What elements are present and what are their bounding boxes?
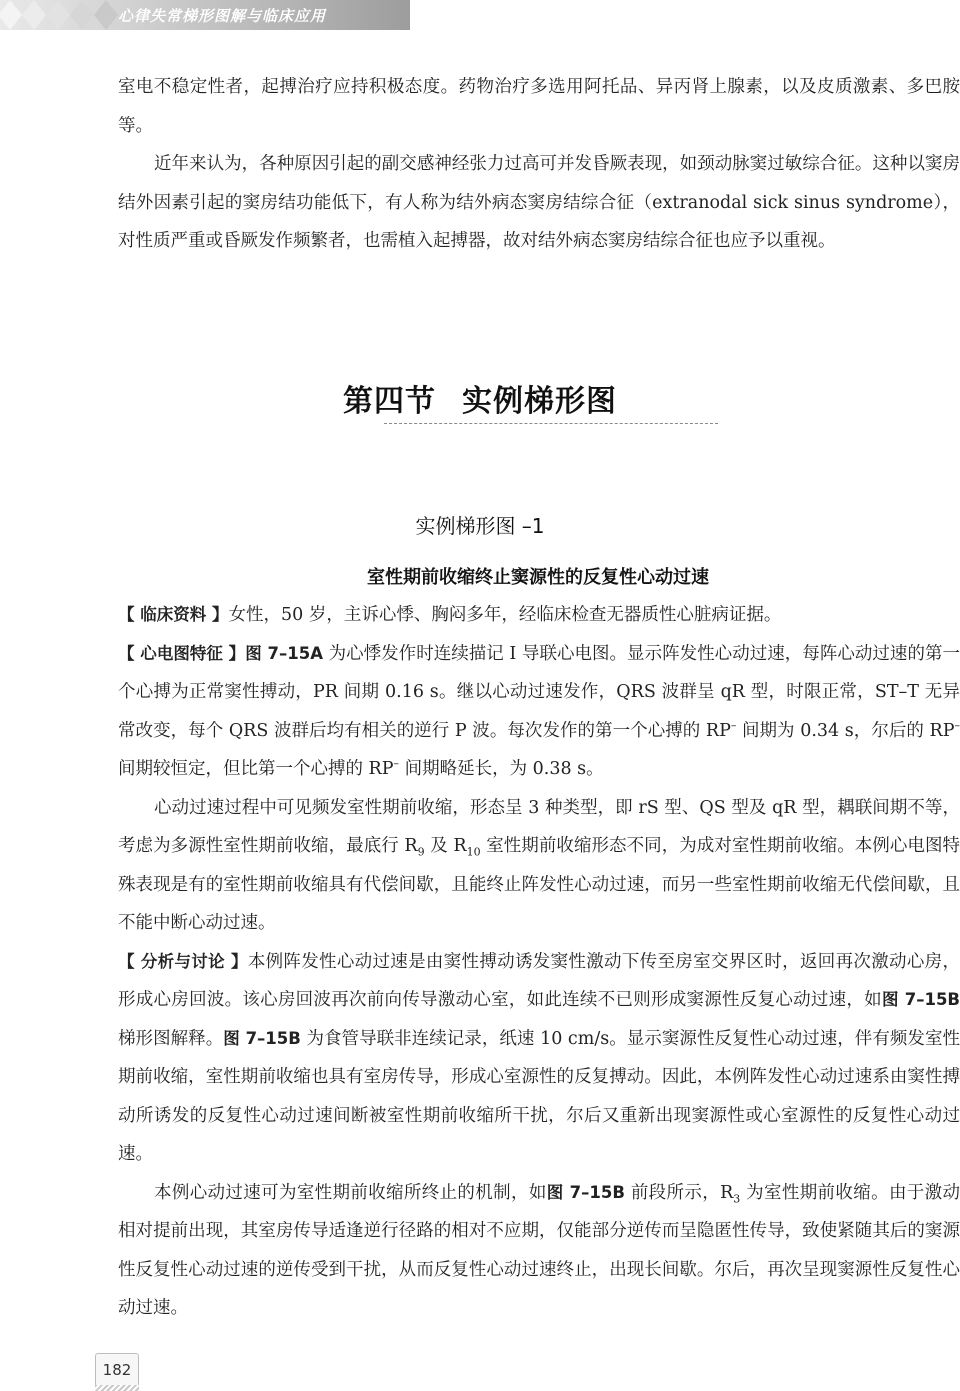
- figure-ref-7-15b: 图 7–15B: [881, 990, 960, 1009]
- mechanism-text-3: 为室性期前收缩。由于激动相对提前出现，其室房传导适逢逆行径路的相对不应期，仅能部分逆传而呈隐匿性传导，致使紧随其后的窦源性反复性心动过速的逆传受到干扰，从而反复性心动过速终止，出现长间歇。尔后，再次呈现窦源性反复性心动过速。: [118, 1182, 960, 1318]
- section-number: 第四节: [343, 384, 436, 419]
- section-divider: [384, 423, 718, 424]
- ecg2-text-3: 室性期前收缩形态不同，为成对室性期前收缩。本例心电图特殊表现是有的室性期前收缩具有代偿间歇，且能终止阵发性心动过速，而另一些室性期前收缩无代偿间歇，且不能中断心动过速。: [118, 836, 960, 933]
- intro-paragraph-1: 室电不稳定性者，起搏治疗应持积极态度。药物治疗多选用阿托品、异丙肾上腺素，以及皮质激素、多巴胺等。: [118, 77, 960, 136]
- ecg-text-1: 为心悸发作时连续描记 Ⅰ 导联心电图。显示阵发性心动过速，每阵心动过速的第一个心搏为正常窦性搏动，PR 间期 0.16 s。继以心动过速发作，QRS 波群呈 qR 型，时限正常，ST–T 无异常改变，每个 QRS 波群后均有相关的逆行 P 波。每次发作的第一个心搏的 RP: [118, 643, 960, 741]
- intro-text: [118, 68, 960, 261]
- section-heading: [0, 376, 960, 420]
- clinical-data-text: 女性，50 岁，主诉心悸、胸闷多年，经临床检查无器质性心脏病证据。: [228, 605, 782, 625]
- running-title: 心律失常梯形图解与临床应用: [118, 7, 327, 25]
- analysis-paragraph: [118, 943, 960, 1174]
- analysis-text-3: 为食管导联非连续记录，纸速 10 cm/s。显示窦源性反复性心动过速，伴有频发室性期前收缩，室性期前收缩也具有室房传导，形成心室源性的反复搏动。因此，本例阵发性心动过速系由窦性搏动所诱发的反复性心动过速间断被室性期前收缩所干扰，尔后又重新出现窦源性或心室源性的反复性心动过速。: [118, 1028, 960, 1164]
- subscript-9: 9: [417, 845, 425, 859]
- ecg-paragraph-2: [118, 789, 960, 943]
- mechanism-text-2: 前段所示，R: [624, 1182, 734, 1203]
- example-subtitle: 室性期前收缩终止窦源性的反复性心动过速: [367, 567, 709, 588]
- ecg-text-2: 间期为 0.34 s，尔后的 RP: [736, 720, 955, 741]
- header-diamond-pattern: [0, 0, 120, 30]
- example-title: 实例梯形图 –1: [415, 514, 545, 538]
- subscript-10: 10: [466, 845, 481, 859]
- sup-minus: –: [730, 718, 737, 732]
- sup-minus: –: [954, 718, 960, 732]
- intro-paragraph-2: 近年来认为，各种原因引起的副交感神经张力过高可并发昏厥表现，如颈动脉窦过敏综合征。这种以窦房结外因素引起的窦房结功能低下，有人称为结外病态窦房结综合征（extranodal sick sinus syndrome），对性质严重或昏厥发作频繁者，也需植入起搏器，故对结外病态窦房结综合征也应予以重视。: [118, 154, 960, 251]
- subscript-3: 3: [733, 1192, 741, 1205]
- page-number-decoration: [95, 1385, 139, 1391]
- clinical-data-paragraph: [118, 596, 960, 635]
- ecg-features-label: 【 心电图特征 】: [118, 643, 246, 663]
- ecg2-text-1: 心动过速过程中可见频发室性期前收缩，形态呈 3 种类型，即 rS 型、QS 型及 qR 型，耦联间期不等，考虑为多源性室性期前收缩，最底行 R: [118, 797, 960, 856]
- mechanism-text-1: 本例心动过速可为室性期前收缩所终止的机制，如: [154, 1182, 547, 1203]
- ecg-text-4: 间期略延长，为 0.38 s。: [399, 759, 604, 779]
- ecg-features-paragraph: [118, 635, 960, 789]
- analysis-text-2: 梯形图解释。: [118, 1028, 224, 1049]
- ecg2-text-2: 及 R: [424, 836, 467, 856]
- section-title: 实例梯形图: [462, 384, 617, 419]
- figure-ref-7-15b: 图 7–15B: [223, 1028, 301, 1048]
- page-number: 182: [95, 1353, 139, 1387]
- figure-ref-7-15b: 图 7–15B: [546, 1182, 625, 1202]
- case-body: [118, 596, 960, 1328]
- ecg-text-3: 间期较恒定，但比第一个心搏的 RP: [118, 759, 394, 779]
- sup-minus: –: [393, 757, 400, 771]
- analysis-text-1: 本例阵发性心动过速是由窦性搏动诱发窦性激动下传至房室交界区时，返回再次激动心房，形成心房回波。该心房回波再次前向传导激动心室，如此连续不已则形成窦源性反复心动过速，如: [118, 951, 960, 1010]
- analysis-label: 【 分析与讨论 】: [118, 951, 248, 971]
- running-header: [0, 0, 410, 30]
- clinical-data-label: 【 临床资料 】: [118, 605, 229, 624]
- figure-ref-7-15a: 图 7–15A: [245, 643, 323, 663]
- mechanism-paragraph: [118, 1174, 960, 1328]
